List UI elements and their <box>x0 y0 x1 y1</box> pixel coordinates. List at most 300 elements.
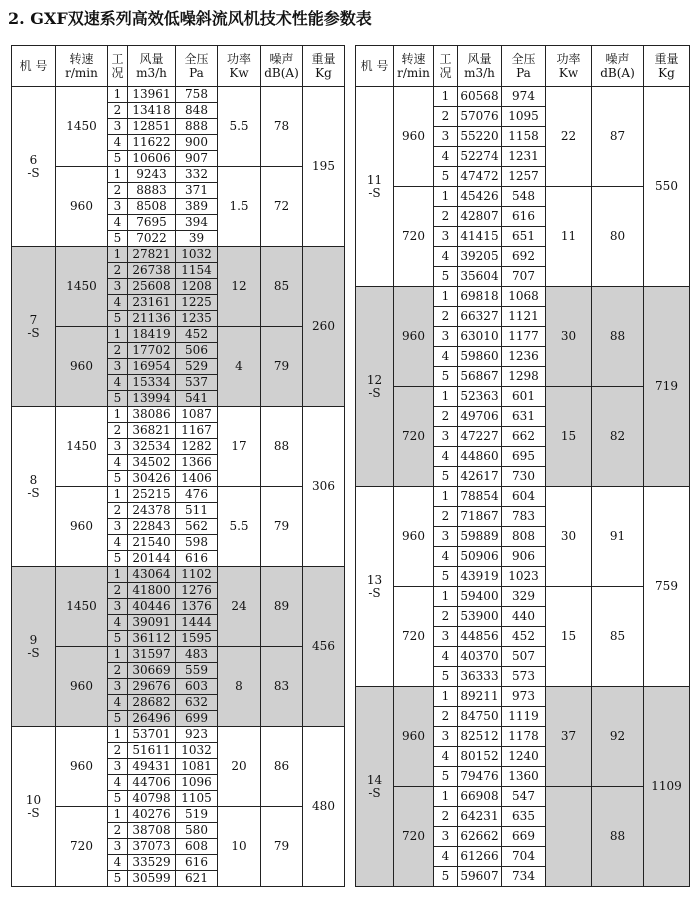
pressure-cell: 669 <box>502 827 546 847</box>
header-noise: 噪声 dB(A) <box>261 46 303 87</box>
condition-cell: 5 <box>108 631 128 647</box>
flow-cell: 38086 <box>128 407 176 423</box>
pressure-cell: 507 <box>502 647 546 667</box>
pressure-cell: 758 <box>176 87 218 103</box>
condition-cell: 3 <box>108 599 128 615</box>
model-cell: 14 -S <box>356 687 394 887</box>
pressure-cell: 608 <box>176 839 218 855</box>
flow-cell: 36333 <box>458 667 502 687</box>
header-model: 机 号 <box>12 46 56 87</box>
condition-cell: 2 <box>434 807 458 827</box>
condition-cell: 5 <box>434 567 458 587</box>
noise-cell: 72 <box>261 167 303 247</box>
condition-cell: 1 <box>108 327 128 343</box>
condition-cell: 4 <box>434 847 458 867</box>
noise-cell: 87 <box>592 87 644 187</box>
flow-cell: 26738 <box>128 263 176 279</box>
header-power: 功率 Kw <box>546 46 592 87</box>
power-cell: 11 <box>546 187 592 287</box>
condition-cell: 5 <box>434 167 458 187</box>
condition-cell: 4 <box>434 547 458 567</box>
model-cell: 8 -S <box>12 407 56 567</box>
flow-cell: 18419 <box>128 327 176 343</box>
condition-cell: 3 <box>108 519 128 535</box>
pressure-cell: 900 <box>176 135 218 151</box>
header-pressure: 全压 Pa <box>176 46 218 87</box>
condition-cell: 1 <box>108 567 128 583</box>
pressure-cell: 394 <box>176 215 218 231</box>
flow-cell: 25608 <box>128 279 176 295</box>
flow-cell: 12851 <box>128 119 176 135</box>
model-cell: 9 -S <box>12 567 56 727</box>
pressure-cell: 1178 <box>502 727 546 747</box>
condition-cell: 2 <box>108 823 128 839</box>
pressure-cell: 1257 <box>502 167 546 187</box>
flow-cell: 55220 <box>458 127 502 147</box>
pressure-cell: 452 <box>176 327 218 343</box>
pressure-cell: 603 <box>176 679 218 695</box>
table-row <box>12 487 345 503</box>
pressure-cell: 1376 <box>176 599 218 615</box>
condition-cell: 5 <box>434 367 458 387</box>
flow-cell: 7695 <box>128 215 176 231</box>
pressure-cell: 662 <box>502 427 546 447</box>
flow-cell: 66327 <box>458 307 502 327</box>
condition-cell: 2 <box>434 507 458 527</box>
pressure-cell: 598 <box>176 535 218 551</box>
pressure-cell: 1158 <box>502 127 546 147</box>
weight-cell: 759 <box>644 487 690 687</box>
header-flow: 风量 m3/h <box>458 46 502 87</box>
condition-cell: 4 <box>108 855 128 871</box>
condition-cell: 3 <box>108 119 128 135</box>
weight-cell: 480 <box>303 727 345 887</box>
condition-cell: 4 <box>434 147 458 167</box>
flow-cell: 60568 <box>458 87 502 107</box>
power-cell: 15 <box>546 587 592 687</box>
power-cell: 5.5 <box>218 87 261 167</box>
condition-cell: 2 <box>434 207 458 227</box>
condition-cell: 1 <box>108 87 128 103</box>
noise-cell: 78 <box>261 87 303 167</box>
noise-cell: 88 <box>592 787 644 887</box>
weight-cell: 550 <box>644 87 690 287</box>
power-cell: 8 <box>218 647 261 727</box>
condition-cell: 3 <box>108 439 128 455</box>
condition-cell: 3 <box>434 727 458 747</box>
model-cell: 11 -S <box>356 87 394 287</box>
pressure-cell: 631 <box>502 407 546 427</box>
noise-cell: 92 <box>592 687 644 787</box>
speed-cell: 960 <box>394 87 434 187</box>
power-cell: 30 <box>546 287 592 387</box>
flow-cell: 84750 <box>458 707 502 727</box>
condition-cell: 3 <box>108 199 128 215</box>
condition-cell: 2 <box>108 583 128 599</box>
flow-cell: 9243 <box>128 167 176 183</box>
pressure-cell: 632 <box>176 695 218 711</box>
noise-cell: 82 <box>592 387 644 487</box>
pressure-cell: 1167 <box>176 423 218 439</box>
table-row <box>356 587 690 607</box>
pressure-cell: 1208 <box>176 279 218 295</box>
table-row <box>12 567 345 583</box>
noise-cell: 83 <box>261 647 303 727</box>
table-row <box>12 407 345 423</box>
flow-cell: 11622 <box>128 135 176 151</box>
flow-cell: 41800 <box>128 583 176 599</box>
condition-cell: 2 <box>434 307 458 327</box>
flow-cell: 44860 <box>458 447 502 467</box>
flow-cell: 30426 <box>128 471 176 487</box>
pressure-cell: 529 <box>176 359 218 375</box>
condition-cell: 5 <box>108 871 128 887</box>
fan-spec-table-left <box>11 45 345 887</box>
pressure-cell: 1081 <box>176 759 218 775</box>
table-row <box>356 787 690 807</box>
pressure-cell: 1298 <box>502 367 546 387</box>
flow-cell: 44706 <box>128 775 176 791</box>
condition-cell: 1 <box>108 647 128 663</box>
flow-cell: 66908 <box>458 787 502 807</box>
flow-cell: 49706 <box>458 407 502 427</box>
pressure-cell: 1235 <box>176 311 218 327</box>
header-power: 功率 Kw <box>218 46 261 87</box>
flow-cell: 40370 <box>458 647 502 667</box>
pressure-cell: 39 <box>176 231 218 247</box>
flow-cell: 71867 <box>458 507 502 527</box>
flow-cell: 40276 <box>128 807 176 823</box>
speed-cell: 960 <box>56 487 108 567</box>
condition-cell: 3 <box>434 127 458 147</box>
table-row <box>12 327 345 343</box>
pressure-cell: 371 <box>176 183 218 199</box>
flow-cell: 82512 <box>458 727 502 747</box>
condition-cell: 4 <box>108 695 128 711</box>
noise-cell: 89 <box>261 567 303 647</box>
pressure-cell: 1032 <box>176 743 218 759</box>
condition-cell: 4 <box>108 295 128 311</box>
condition-cell: 5 <box>434 267 458 287</box>
weight-cell: 719 <box>644 287 690 487</box>
pressure-cell: 1121 <box>502 307 546 327</box>
flow-cell: 33529 <box>128 855 176 871</box>
condition-cell: 1 <box>108 167 128 183</box>
table-row <box>12 807 345 823</box>
pressure-cell: 973 <box>502 687 546 707</box>
flow-cell: 47472 <box>458 167 502 187</box>
flow-cell: 21540 <box>128 535 176 551</box>
condition-cell: 3 <box>108 359 128 375</box>
pressure-cell: 616 <box>176 551 218 567</box>
noise-cell: 79 <box>261 327 303 407</box>
pressure-cell: 1231 <box>502 147 546 167</box>
table-row <box>12 247 345 263</box>
speed-cell: 960 <box>394 687 434 787</box>
pressure-cell: 1240 <box>502 747 546 767</box>
condition-cell: 1 <box>434 387 458 407</box>
condition-cell: 1 <box>108 727 128 743</box>
condition-cell: 1 <box>434 487 458 507</box>
flow-cell: 20144 <box>128 551 176 567</box>
flow-cell: 50906 <box>458 547 502 567</box>
power-cell: 17 <box>218 407 261 487</box>
condition-cell: 5 <box>108 711 128 727</box>
header-speed: 转速 r/min <box>56 46 108 87</box>
flow-cell: 27821 <box>128 247 176 263</box>
condition-cell: 2 <box>108 743 128 759</box>
pressure-cell: 547 <box>502 787 546 807</box>
condition-cell: 5 <box>108 391 128 407</box>
header-weight: 重量 Kg <box>644 46 690 87</box>
flow-cell: 36112 <box>128 631 176 647</box>
pressure-cell: 848 <box>176 103 218 119</box>
weight-cell: 260 <box>303 247 345 407</box>
noise-cell: 79 <box>261 487 303 567</box>
condition-cell: 5 <box>434 867 458 887</box>
condition-cell: 2 <box>434 707 458 727</box>
pressure-cell: 1102 <box>176 567 218 583</box>
power-cell <box>546 787 592 887</box>
flow-cell: 80152 <box>458 747 502 767</box>
condition-cell: 1 <box>434 287 458 307</box>
condition-cell: 3 <box>434 227 458 247</box>
condition-cell: 4 <box>108 535 128 551</box>
pressure-cell: 1366 <box>176 455 218 471</box>
condition-cell: 2 <box>108 343 128 359</box>
condition-cell: 3 <box>434 627 458 647</box>
speed-cell: 960 <box>56 647 108 727</box>
condition-cell: 3 <box>434 427 458 447</box>
pressure-cell: 476 <box>176 487 218 503</box>
flow-cell: 47227 <box>458 427 502 447</box>
speed-cell: 1450 <box>56 407 108 487</box>
pressure-cell: 974 <box>502 87 546 107</box>
table-row <box>12 727 345 743</box>
speed-cell: 720 <box>394 387 434 487</box>
condition-cell: 5 <box>434 467 458 487</box>
flow-cell: 69818 <box>458 287 502 307</box>
speed-cell: 960 <box>56 167 108 247</box>
flow-cell: 59607 <box>458 867 502 887</box>
condition-cell: 2 <box>108 183 128 199</box>
condition-cell: 4 <box>108 215 128 231</box>
pressure-cell: 1276 <box>176 583 218 599</box>
pressure-cell: 440 <box>502 607 546 627</box>
weight-cell: 1109 <box>644 687 690 887</box>
table-body-right <box>356 87 690 887</box>
flow-cell: 42807 <box>458 207 502 227</box>
speed-cell: 960 <box>56 327 108 407</box>
model-cell: 13 -S <box>356 487 394 687</box>
condition-cell: 2 <box>108 423 128 439</box>
condition-cell: 1 <box>108 407 128 423</box>
table-row <box>356 387 690 407</box>
flow-cell: 23161 <box>128 295 176 311</box>
header-weight: 重量 Kg <box>303 46 345 87</box>
header-condition: 工况 <box>108 46 128 87</box>
condition-cell: 3 <box>434 827 458 847</box>
weight-cell: 306 <box>303 407 345 567</box>
pressure-cell: 1595 <box>176 631 218 647</box>
pressure-cell: 548 <box>502 187 546 207</box>
condition-cell: 2 <box>108 103 128 119</box>
power-cell: 10 <box>218 807 261 887</box>
condition-cell: 3 <box>108 279 128 295</box>
pressure-cell: 1087 <box>176 407 218 423</box>
condition-cell: 1 <box>108 807 128 823</box>
table-header-row <box>12 46 345 87</box>
condition-cell: 2 <box>108 503 128 519</box>
flow-cell: 13961 <box>128 87 176 103</box>
noise-cell: 88 <box>261 407 303 487</box>
pressure-cell: 707 <box>502 267 546 287</box>
flow-cell: 26496 <box>128 711 176 727</box>
flow-cell: 78854 <box>458 487 502 507</box>
condition-cell: 4 <box>434 647 458 667</box>
pressure-cell: 923 <box>176 727 218 743</box>
speed-cell: 960 <box>394 287 434 387</box>
pressure-cell: 1068 <box>502 287 546 307</box>
header-condition: 工况 <box>434 46 458 87</box>
pressure-cell: 1360 <box>502 767 546 787</box>
speed-cell: 1450 <box>56 87 108 167</box>
pressure-cell: 562 <box>176 519 218 535</box>
pressure-cell: 888 <box>176 119 218 135</box>
flow-cell: 64231 <box>458 807 502 827</box>
table-row <box>356 287 690 307</box>
power-cell: 20 <box>218 727 261 807</box>
pressure-cell: 1406 <box>176 471 218 487</box>
pressure-cell: 692 <box>502 247 546 267</box>
speed-cell: 960 <box>56 727 108 807</box>
condition-cell: 3 <box>434 327 458 347</box>
flow-cell: 7022 <box>128 231 176 247</box>
pressure-cell: 730 <box>502 467 546 487</box>
pressure-cell: 541 <box>176 391 218 407</box>
header-noise: 噪声 dB(A) <box>592 46 644 87</box>
condition-cell: 4 <box>434 747 458 767</box>
pressure-cell: 389 <box>176 199 218 215</box>
flow-cell: 43064 <box>128 567 176 583</box>
pressure-cell: 452 <box>502 627 546 647</box>
condition-cell: 2 <box>434 107 458 127</box>
power-cell: 5.5 <box>218 487 261 567</box>
flow-cell: 59889 <box>458 527 502 547</box>
table-row <box>12 167 345 183</box>
model-cell: 7 -S <box>12 247 56 407</box>
pressure-cell: 580 <box>176 823 218 839</box>
condition-cell: 5 <box>434 767 458 787</box>
pressure-cell: 573 <box>502 667 546 687</box>
flow-cell: 36821 <box>128 423 176 439</box>
header-flow: 风量 m3/h <box>128 46 176 87</box>
flow-cell: 13994 <box>128 391 176 407</box>
noise-cell: 85 <box>261 247 303 327</box>
flow-cell: 21136 <box>128 311 176 327</box>
pressure-cell: 1282 <box>176 439 218 455</box>
flow-cell: 59400 <box>458 587 502 607</box>
condition-cell: 5 <box>108 791 128 807</box>
pressure-cell: 559 <box>176 663 218 679</box>
pressure-cell: 511 <box>176 503 218 519</box>
pressure-cell: 1032 <box>176 247 218 263</box>
pressure-cell: 332 <box>176 167 218 183</box>
flow-cell: 57076 <box>458 107 502 127</box>
flow-cell: 41415 <box>458 227 502 247</box>
flow-cell: 32534 <box>128 439 176 455</box>
flow-cell: 51611 <box>128 743 176 759</box>
pressure-cell: 616 <box>176 855 218 871</box>
pressure-cell: 1105 <box>176 791 218 807</box>
page-title: 2. GXF双速系列高效低噪斜流风机技术性能参数表 <box>8 9 372 28</box>
condition-cell: 1 <box>434 187 458 207</box>
noise-cell: 80 <box>592 187 644 287</box>
power-cell: 4 <box>218 327 261 407</box>
flow-cell: 30669 <box>128 663 176 679</box>
flow-cell: 31597 <box>128 647 176 663</box>
flow-cell: 39205 <box>458 247 502 267</box>
condition-cell: 1 <box>108 487 128 503</box>
pressure-cell: 601 <box>502 387 546 407</box>
power-cell: 22 <box>546 87 592 187</box>
noise-cell: 85 <box>592 587 644 687</box>
header-model: 机 号 <box>356 46 394 87</box>
flow-cell: 35604 <box>458 267 502 287</box>
pressure-cell: 1095 <box>502 107 546 127</box>
table-header-row <box>356 46 690 87</box>
flow-cell: 8883 <box>128 183 176 199</box>
pressure-cell: 651 <box>502 227 546 247</box>
header-speed: 转速 r/min <box>394 46 434 87</box>
table-row <box>356 187 690 207</box>
speed-cell: 960 <box>394 487 434 587</box>
speed-cell: 720 <box>56 807 108 887</box>
pressure-cell: 808 <box>502 527 546 547</box>
condition-cell: 5 <box>108 151 128 167</box>
pressure-cell: 699 <box>176 711 218 727</box>
pressure-cell: 1236 <box>502 347 546 367</box>
flow-cell: 15334 <box>128 375 176 391</box>
table-row <box>12 647 345 663</box>
table-row <box>356 687 690 707</box>
flow-cell: 10606 <box>128 151 176 167</box>
flow-cell: 8508 <box>128 199 176 215</box>
speed-cell: 720 <box>394 187 434 287</box>
flow-cell: 43919 <box>458 567 502 587</box>
pressure-cell: 906 <box>502 547 546 567</box>
flow-cell: 30599 <box>128 871 176 887</box>
condition-cell: 1 <box>434 87 458 107</box>
model-cell: 10 -S <box>12 727 56 887</box>
flow-cell: 56867 <box>458 367 502 387</box>
pressure-cell: 537 <box>176 375 218 391</box>
flow-cell: 34502 <box>128 455 176 471</box>
condition-cell: 4 <box>434 347 458 367</box>
condition-cell: 5 <box>108 471 128 487</box>
flow-cell: 29676 <box>128 679 176 695</box>
table-row <box>12 87 345 103</box>
flow-cell: 79476 <box>458 767 502 787</box>
flow-cell: 13418 <box>128 103 176 119</box>
condition-cell: 5 <box>108 551 128 567</box>
weight-cell: 195 <box>303 87 345 247</box>
pressure-cell: 616 <box>502 207 546 227</box>
flow-cell: 89211 <box>458 687 502 707</box>
pressure-cell: 635 <box>502 807 546 827</box>
condition-cell: 4 <box>108 775 128 791</box>
flow-cell: 62662 <box>458 827 502 847</box>
